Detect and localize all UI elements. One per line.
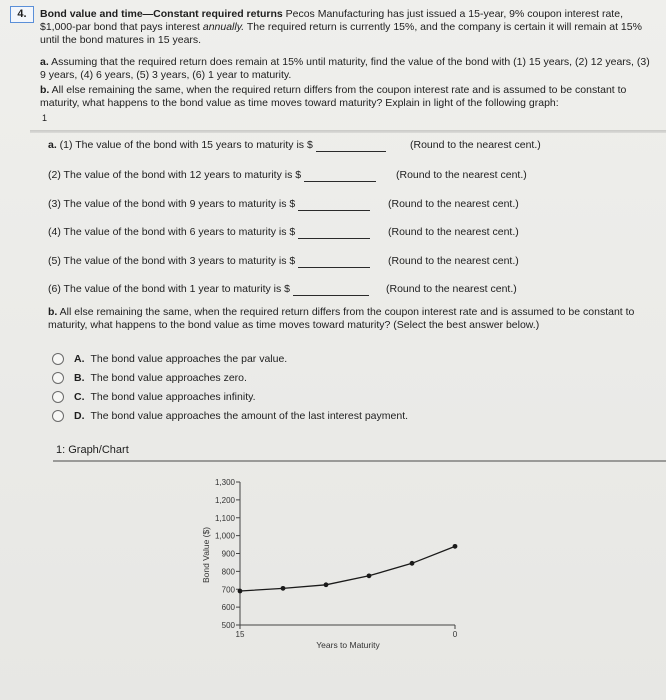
x-axis-label: Years to Maturity [316, 640, 380, 650]
question-body-1: Pecos Manufacturing has just issued a 15-year, 9% coupon interest rate, $1,000-par bond that pays interest [40, 8, 623, 33]
option-letter: A. [74, 353, 85, 365]
y-tick-label: 1,100 [214, 513, 235, 523]
option-letter: D. [74, 410, 85, 422]
option-text: The bond value approaches zero. [90, 372, 247, 384]
option-text: The bond value approaches the amount of the last interest payment. [90, 410, 409, 422]
x-tick-label: 0 [452, 630, 458, 639]
answer-row-label: (3) The value of the bond with 9 years to maturity is $ [48, 198, 296, 210]
question-number: 4. [10, 6, 34, 23]
data-point [367, 573, 372, 578]
answer-row-label: (4) The value of the bond with 6 years to maturity is $ [48, 226, 296, 238]
footnote-mark[interactable]: 1 [42, 113, 48, 123]
answer-row-label: (2) The value of the bond with 12 years to maturity is $ [48, 169, 302, 181]
part-b-label: b. [40, 84, 50, 96]
answer-row-bold-label: a. [48, 139, 57, 151]
part-b-text: All else remaining the same, when the required return differs from the coupon interest rate and is assumed to be constant to maturity, what happens to the bond value as time moves toward maturity? Explain in light of the following graph: [40, 84, 627, 109]
y-tick-label: 800 [221, 567, 235, 577]
round-hint-1: (Round to the nearest cent.) [410, 139, 541, 151]
round-hint-5: (Round to the nearest cent.) [388, 255, 519, 267]
chart-axes [236, 482, 458, 639]
y-tick-label: 1,200 [214, 495, 235, 505]
question-body-annually: annually. [202, 21, 245, 33]
graph-tab-label[interactable]: 1: Graph/Chart [56, 444, 129, 456]
question-body-2: The required return is currently 15%, and the company is certain it will remain at 15% until the bond matures in 15 years. [40, 21, 642, 46]
y-tick-label: 1,000 [214, 531, 235, 541]
option-letter: B. [74, 372, 85, 384]
y-tick-label: 600 [221, 603, 235, 613]
option-text: The bond value approaches the par value. [90, 353, 288, 365]
y-tick-label: 1,300 [214, 478, 235, 487]
y-tick-label: 500 [221, 621, 235, 630]
data-point [453, 544, 458, 549]
round-hint-2: (Round to the nearest cent.) [396, 169, 527, 181]
y-tick-label: 900 [221, 549, 235, 559]
series-line [240, 546, 455, 591]
y-tick-label: 700 [221, 585, 235, 595]
data-point [238, 589, 243, 594]
question-title: Bond value and time—Constant required returns [40, 8, 283, 20]
part-b-question-text: All else remaining the same, when the required return differs from the coupon interest rate and is assumed to be constant to maturity, what happens to the bond value as time moves toward maturity? (Select the best answer below.) [48, 306, 635, 331]
option-text: The bond value approaches infinity. [90, 391, 256, 403]
part-a-label: a. [40, 56, 49, 68]
answer-row-label: (6) The value of the bond with 1 year to maturity is $ [48, 283, 291, 295]
data-point [410, 561, 415, 566]
x-tick-label: 15 [235, 630, 245, 639]
round-hint-4: (Round to the nearest cent.) [388, 226, 519, 238]
answer-row-label: (5) The value of the bond with 3 years to maturity is $ [48, 255, 296, 267]
data-point [324, 582, 329, 587]
answer-row-label: (1) The value of the bond with 15 years to maturity is $ [56, 139, 313, 151]
chart-series [238, 544, 458, 593]
round-hint-6: (Round to the nearest cent.) [386, 283, 517, 295]
round-hint-3: (Round to the nearest cent.) [388, 198, 519, 210]
part-b-question-label: b. [48, 306, 58, 318]
part-a-text: Assuming that the required return does remain at 15% until maturity, find the value of the bond with (1) 15 years, (2) 12 years, (3) 9 years, (4) 6 years, (5) 3 years, (6) 1 year to maturity. [40, 56, 650, 81]
data-point [281, 586, 286, 591]
y-axis-ticks [215, 478, 240, 630]
y-axis-label: Bond Value ($) [201, 526, 211, 584]
option-letter: C. [74, 391, 85, 403]
